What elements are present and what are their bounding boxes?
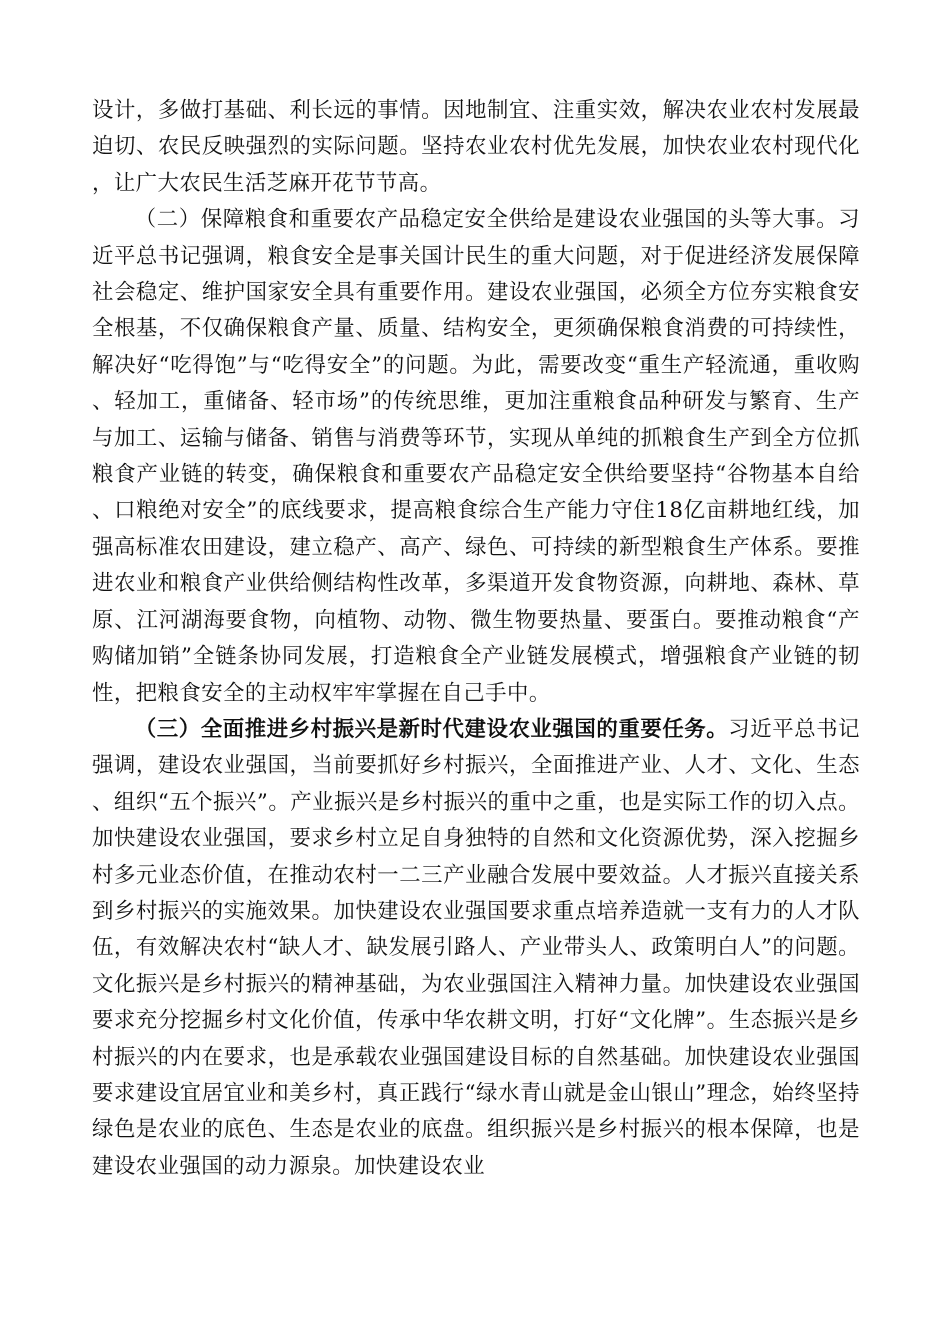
paragraph-food-security: （二）保障粮食和重要农产品稳定安全供给是建设农业强国的头等大事。习近平总书记强调，粮食安全是事关国计民生的重大问题，对于促进经济发展保障社会稳定、维护国家安全具有重要作用。建设农业强国，必须全方位夯实粮食安全根基，不仅确保粮食产量、质量、结构安全，更须确保粮食消费的可持续性，解决好“吃得饱”与“吃得安全”的问题。为此，需要改变“重生产轻流通，重收购、轻加工，重储备、轻市场”的传统思维，更加注重粮食品种研发与繁育、生产与加工、运输与储备、销售与消费等环节，实现从单纯的抓粮食生产到全方位抓粮食产业链的转变，确保粮食和重要农产品稳定安全供给要坚持“谷物基本自给、口粮绝对安全”的底线要求，提高粮食综合生产能力守住18亿亩耕地红线，加强高标准农田建设，建立稳产、高产、绿色、可持续的新型粮食生产体系。要推进农业和粮食产业供给侧结构性改革，多渠道开发食物资源，向耕地、森林、草原、江河湖海要食物，向植物、动物、微生物要热量、要蛋白。要推动粮食“产购储加销”全链条协同发展，打造粮食全产业链发展模式，增强粮食产业链的韧性，把粮食安全的主动权牢牢掌握在自己手中。 [92, 207, 860, 706]
section-heading-rural-revitalization: （三）全面推进乡村振兴是新时代建设农业强国的重要任务。 [134, 716, 729, 742]
paragraph-rural-revitalization-body: 习近平总书记强调，建设农业强国，当前要抓好乡村振兴，全面推进产业、人才、文化、生态、组织“五个振兴”。产业振兴是乡村振兴的重中之重，也是实际工作的切入点。加快建设农业强国，要求乡村立足自身独特的自然和文化资源优势，深入挖掘乡村多元业态价值，在推动农村一二三产业融合发展中要效益。人才振兴直接关系到乡村振兴的实施效果。加快建设农业强国要求重点培养造就一支有力的人才队伍，有效解决农村“缺人才、缺发展引路人、产业带头人、政策明白人”的问题。文化振兴是乡村振兴的精神基础，为农业强国注入精神力量。加快建设农业强国要求充分挖掘乡村文化价值，传承中华农耕文明，打好“文化牌”。生态振兴是乡村振兴的内在要求，也是承载农业强国建设目标的自然基础。加快建设农业强国要求建设宜居宜业和美乡村，真正践行“绿水青山就是金山银山”理念，始终坚持绿色是农业的底色、生态是农业的底盘。组织振兴是乡村振兴的根本保障，也是建设农业强国的动力源泉。加快建设农业 [92, 716, 861, 1179]
paragraph-rural-revitalization [92, 712, 860, 1185]
paragraph-continuation: 设计，多做打基础、利长远的事情。因地制宜、注重实效，解决农业农村发展最迫切、农民反映强烈的实际问题。坚持农业农村优先发展，加快农业农村现代化，让广大农民生活芝麻开花节节高。 [92, 98, 860, 196]
document-body [92, 93, 860, 1185]
